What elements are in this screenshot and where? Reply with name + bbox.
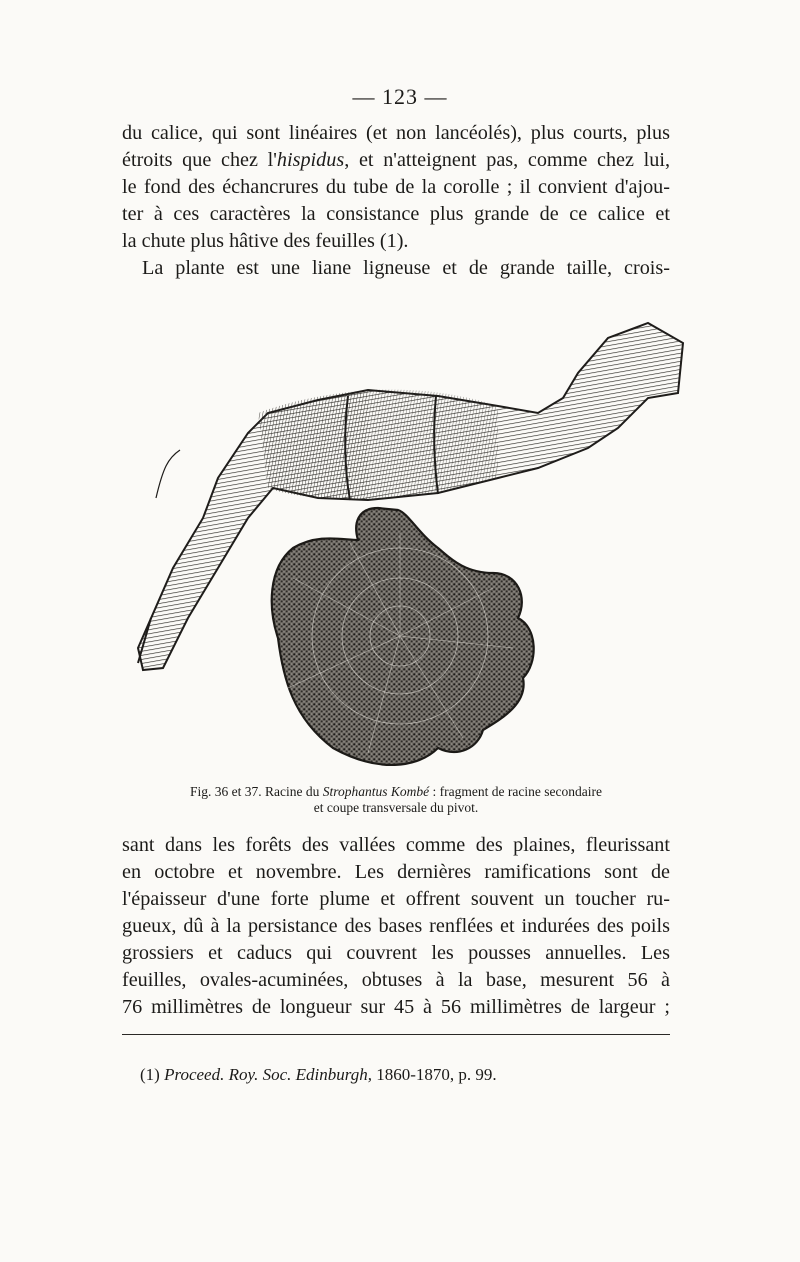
text-line: du calice, qui sont linéaires (et non lancéolés), plus courts, plus: [122, 122, 670, 144]
text-line: 76 millimètres de longueur sur 45 à 56 millimètres de largeur ;: [122, 996, 670, 1018]
text-line: étroits que chez l'hispidus, et n'atteignent pas, comme chez lui,: [122, 149, 670, 171]
bottom-paragraph: [122, 832, 670, 1021]
text-line: la chute plus hâtive des feuilles (1).: [122, 230, 409, 252]
root-illustration: [118, 318, 688, 770]
figure-caption: [122, 784, 670, 816]
footnote-journal: Proceed. Roy. Soc. Edinburgh,: [164, 1065, 372, 1084]
page-number: — 123 —: [352, 84, 448, 109]
text-line: feuilles, ovales-acuminées, obtuses à la base, mesurent 56 à: [122, 969, 670, 991]
text-line: ter à ces caractères la consistance plus grande de ce calice et: [122, 203, 670, 225]
italic-species-name: hispidus: [276, 149, 345, 171]
top-paragraph: [122, 120, 670, 282]
cross-section-drawing: [272, 508, 534, 765]
caption-line: Fig. 36 et 37. Racine du Strophantus Kombé : fragment de racine secondaire: [190, 784, 602, 799]
text-line: en octobre et novembre. Les dernières ramifications sont de: [122, 861, 670, 883]
text-line: grossiers et caducs qui couvrent les pousses annuelles. Les: [122, 942, 670, 964]
text-line: sant dans les forêts des vallées comme des plaines, fleurissant: [122, 834, 670, 856]
text-line: La plante est une liane ligneuse et de grande taille, crois-: [142, 257, 670, 279]
text-line: gueux, dû à la persistance des bases renflées et indurées des poils: [122, 915, 670, 937]
caption-line: et coupe transversale du pivot.: [313, 800, 479, 815]
text-line: l'épaisseur d'une forte plume et offrent souvent un toucher ru-: [122, 888, 670, 910]
footnote: (1) Proceed. Roy. Soc. Edinburgh, 1860-1870, p. 99.: [140, 1065, 497, 1084]
footnote-divider: [122, 1034, 670, 1035]
text-line: le fond des échancrures du tube de la corolle ; il convient d'ajou-: [122, 176, 670, 198]
